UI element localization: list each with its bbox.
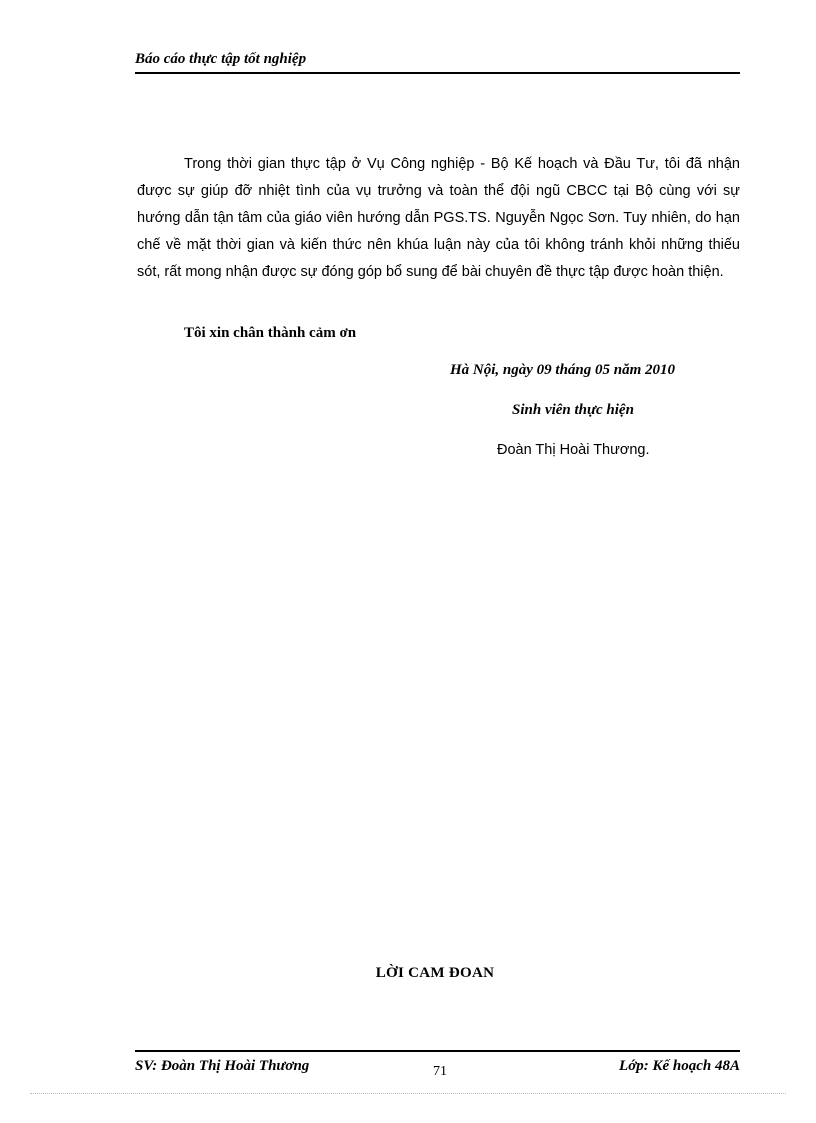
section-heading: LỜI CAM ĐOAN: [375, 965, 495, 981]
page-bottom-dotted-line: [30, 1093, 786, 1094]
footer-class: Lớp: Kế hoạch 48A: [619, 1058, 740, 1074]
footer-divider: [135, 1050, 740, 1052]
signature-role: Sinh viên thực hiện: [512, 402, 634, 418]
page-number: 71: [433, 1064, 447, 1079]
thanks-line: Tôi xin chân thành cảm ơn: [184, 325, 357, 341]
footer-student: SV: Đoàn Thị Hoài Thương: [135, 1058, 310, 1074]
page-header: [135, 50, 740, 74]
acknowledgement-paragraph: Trong thời gian thực tập ở Vụ Công nghiệp - Bộ Kế hoạch và Đầu Tư, tôi đã nhận được sự giúp đỡ nhiệt tình của vụ trưởng và toàn thể đội ngũ CBCC tại Bộ cùng với sự hướng dẫn tận tâm của giáo viên hướng dẫn PGS.TS. Nguyễn Ngọc Sơn. Tuy nhiên, do hạn chế về mặt thời gian và kiến thức nên khúa luận này của tôi không tránh khỏi những thiếu sót, rất mong nhận được sự đóng góp bổ sung để bài chuyên đề thực tập được hoàn thiện.: [137, 156, 740, 280]
signature-name: Đoàn Thị Hoài Thương.: [497, 442, 650, 458]
signature-date: Hà Nội, ngày 09 tháng 05 năm 2010: [450, 362, 676, 378]
header-title: Báo cáo thực tập tốt nghiệp: [135, 51, 307, 67]
